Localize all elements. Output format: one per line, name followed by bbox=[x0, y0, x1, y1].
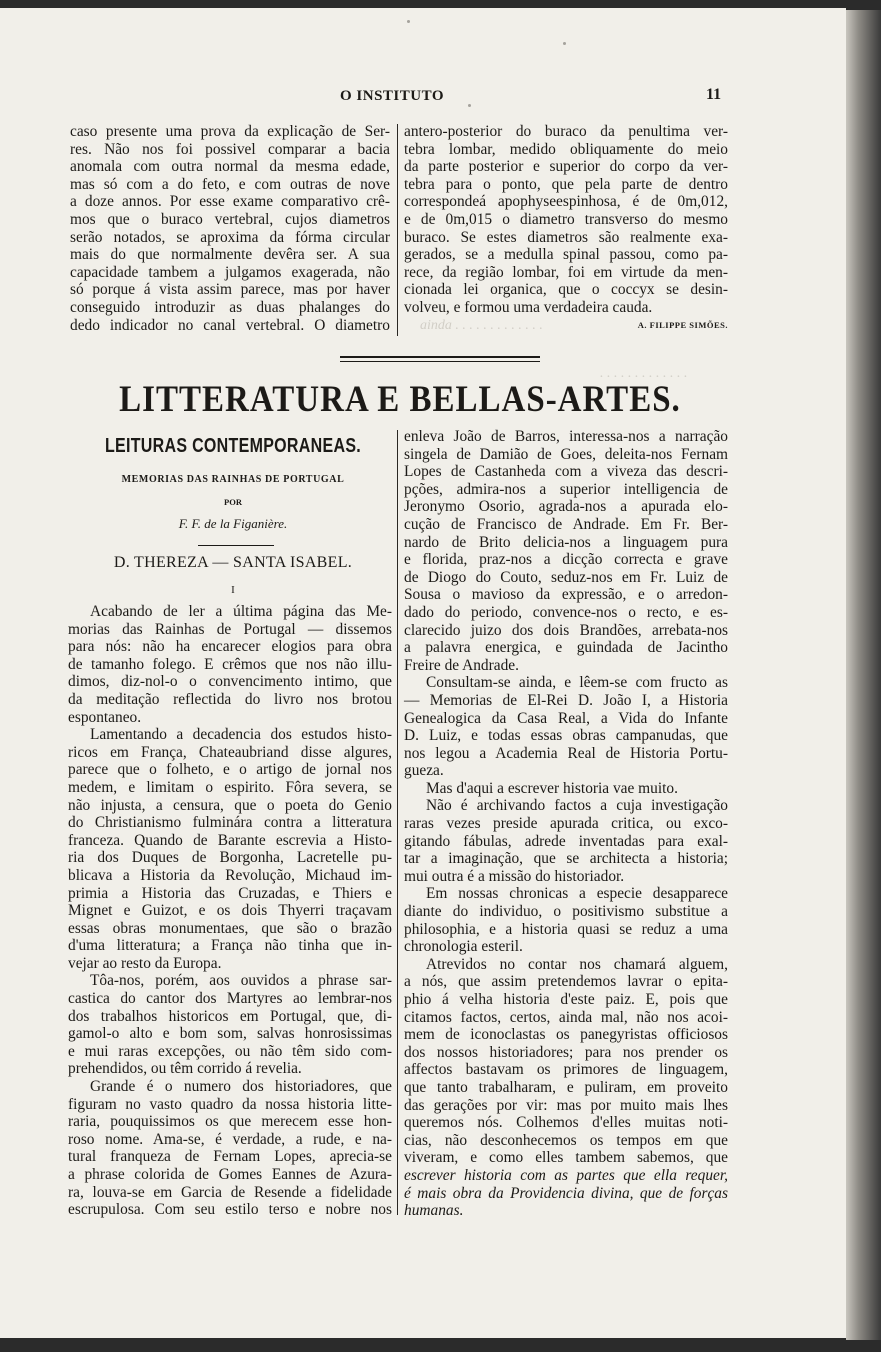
text-line: dimos, diz-nol-o o convencimento intimo, que bbox=[68, 673, 392, 691]
column-rule-top bbox=[397, 124, 398, 336]
text-line: das gerações por vir: mas por muito mais lhes bbox=[404, 1096, 728, 1114]
text-line: tebra para o ponto, que pela parte de dentro bbox=[404, 175, 728, 193]
text-line: morias das Rainhas de Portugal — dissemos bbox=[68, 620, 392, 638]
text-line: dos nossos historiadores; para nos prender os bbox=[404, 1043, 728, 1061]
text-line: medem, e limitam o espirito. Fôra severa, se bbox=[68, 778, 392, 796]
text-line: ricos em França, Chateaubriand disse algures, bbox=[68, 743, 392, 761]
text-line: Grande é o numero dos historiadores, que bbox=[90, 1078, 392, 1096]
text-line: castica do cantor dos Martyres ao lembrar-nos bbox=[68, 990, 392, 1008]
text-line: dedo indicador no canal vertebral. O diametro bbox=[70, 316, 390, 334]
text-line: primia a Historia das Cruzadas, e Thiers e bbox=[68, 884, 392, 902]
text-line: mais do que normalmente devêra ser. A sua bbox=[70, 246, 390, 264]
text-line: Sousa o mavioso da expressão, e o arredon- bbox=[404, 586, 728, 604]
text-line: Atrevidos no contar nos chamará alguem, bbox=[426, 955, 728, 973]
text-line: chronologia esteril. bbox=[404, 938, 523, 956]
page-edge bbox=[846, 10, 881, 1340]
text-line: volveu, e formou uma verdadeira cauda. bbox=[404, 298, 653, 316]
text-line: escrupulosa. Com seu estilo terso e nobre nos bbox=[68, 1201, 392, 1219]
text-line: nos legou a Academia Real de Historia Portu- bbox=[404, 744, 728, 762]
text-line: cionada lei organica, que o coccyx se desin- bbox=[404, 281, 728, 299]
text-line: gueza. bbox=[404, 762, 444, 780]
text-line: nardo de Brito delicia-nos a linguagem pura bbox=[404, 533, 728, 551]
text-line: blicava a Historia da Revolução, Michaud im- bbox=[68, 866, 392, 884]
text-line: tar a imaginação, que se architecta a historia; bbox=[404, 850, 728, 868]
text-line: enleva João de Barros, interessa-nos a narração bbox=[404, 428, 728, 445]
paper-spot bbox=[563, 42, 566, 45]
text-line: antero-posterior do buraco da penultima ver- bbox=[404, 123, 728, 140]
text-line: d'uma litteratura; a França não tinha que in- bbox=[68, 937, 392, 955]
text-line: raria, pouquissimos os que merecem esse hon- bbox=[68, 1113, 392, 1131]
text-line: diante do individuo, o positivismo substitue a bbox=[404, 903, 728, 921]
text-line: anomala com outra normal da mesma edade, bbox=[70, 158, 390, 176]
text-line: pções, admira-nos a superior intelligencia de bbox=[404, 480, 728, 498]
text-line: Lamentando a decadencia dos estudos histo- bbox=[90, 726, 392, 744]
text-line: que tanto trabalharam, e puliram, em proveito bbox=[404, 1078, 728, 1096]
text-line: ria dos Duques de Borgonha, Lacretelle pu- bbox=[68, 849, 392, 867]
column-rule-bottom bbox=[397, 430, 398, 1215]
left-body-column bbox=[68, 603, 392, 1219]
text-line: roso nome. Ama-se, é verdade, a rude, e na- bbox=[68, 1130, 392, 1148]
text-line: Não é archivando factos a cuja investigação bbox=[426, 797, 728, 815]
paper-spot bbox=[407, 20, 410, 23]
text-line: res. Não nos foi possivel comparar a bacia bbox=[70, 140, 390, 158]
text-line: correspondeá apophyseespinhosa, é de 0m,012, bbox=[404, 193, 728, 211]
text-line: viveram, e como elles tambem sabemos, que bbox=[404, 1149, 728, 1167]
text-line: philosophia, e a historia quasi se reduz a uma bbox=[404, 920, 728, 938]
text-line: ra, louva-se em Garcia de Resende a fidelidade bbox=[68, 1183, 392, 1201]
text-line: dos trabalhos historicos em Portugal, que, di- bbox=[68, 1007, 392, 1025]
text-line: gamol-o alto e bom som, salvas honrosissimas bbox=[68, 1025, 392, 1043]
top-left-column bbox=[70, 123, 390, 334]
text-line: cução de Francisco de Andrade. Em Fr. Ber- bbox=[404, 515, 728, 533]
text-line: e de 0m,015 o diametro transverso do mesmo bbox=[404, 210, 728, 228]
running-header: O INSTITUTO bbox=[340, 88, 445, 104]
text-line: só porque á vista assim parece, mas por haver bbox=[70, 281, 390, 299]
text-line: cias, não desconhecemos os tempos em que bbox=[404, 1131, 728, 1149]
article-by: POR bbox=[224, 497, 242, 507]
text-line: capacidade tambem a julgamos exagerada, não bbox=[70, 263, 390, 281]
part-number: I bbox=[231, 584, 235, 596]
text-line: da meditação reflectida do livro nos brotou bbox=[68, 690, 392, 708]
text-line: Mas d'aqui a escrever historia vae muito. bbox=[426, 779, 678, 797]
text-line: clarecido juizo dos dois Brandões, arrebata-nos bbox=[404, 621, 728, 639]
part-title: D. THEREZA — SANTA ISABEL. bbox=[113, 554, 353, 571]
text-line: de tamanho folego. E crêmos que nos não illu- bbox=[68, 655, 392, 673]
text-line: Mignet e Guizot, e os dois Thyerri traçavam bbox=[68, 902, 392, 920]
text-line: queremos nós. Colhemos d'elles muitas noti- bbox=[404, 1114, 728, 1132]
text-line: Genealogica da Casa Real, a Vida do Infante bbox=[404, 709, 728, 727]
signature: A. FILIPPE SIMÕES. bbox=[637, 319, 728, 330]
text-line: parece que o folheto, e o artigo de jornal nos bbox=[68, 761, 392, 779]
text-line: mas só com a do feto, e com outras de nove bbox=[70, 175, 390, 193]
text-line: do Christianismo fulminára contra a litteratura bbox=[68, 814, 392, 832]
article-subheading: MEMORIAS DAS RAINHAS DE PORTUGAL bbox=[121, 474, 345, 485]
text-line: tural franqueza de Fernam Lopes, aprecia-se bbox=[68, 1148, 392, 1166]
text-line: franceza. Quando de Barante escrevia a Histo- bbox=[68, 831, 392, 849]
text-line: mem de iconoclastas os panegyristas officiosos bbox=[404, 1026, 728, 1044]
article-heading: LEITURAS CONTEMPORANEAS. bbox=[104, 435, 362, 457]
text-line: Acabando de ler a última página das Me- bbox=[90, 603, 392, 620]
top-right-column bbox=[404, 123, 728, 334]
text-line: não injusta, a censura, que o poeta do Genio bbox=[68, 796, 392, 814]
text-line: gitando fábulas, adrede inventadas para exal- bbox=[404, 832, 728, 850]
text-line: escrever historia com as partes que ella requer, bbox=[404, 1166, 728, 1184]
section-title: LITTERATURA E BELLAS-ARTES. bbox=[119, 379, 681, 421]
text-line: é mais obra da Providencia divina, que de forças bbox=[404, 1184, 728, 1202]
text-line: a nós, que assim pretendemos lavrar o epita- bbox=[404, 973, 728, 991]
text-line: prehendidos, ou têm corrido á revelia. bbox=[68, 1060, 302, 1078]
text-line: figuram no vasto quadro da nossa historia litte- bbox=[68, 1095, 392, 1113]
text-line: Em nossas chronicas a especie desapparece bbox=[426, 885, 728, 903]
text-line: buraco. Se estes diametros são realmente exa- bbox=[404, 228, 728, 246]
text-line: dado do periodo, convence-nos o recto, e es- bbox=[404, 603, 728, 621]
text-line: D. Luiz, e todas essas obras campanudas, que bbox=[404, 727, 728, 745]
bleed-through: . . . . . . . . . . . . . bbox=[600, 366, 688, 381]
text-line: citamos factos, certos, ainda mal, não nos acoi- bbox=[404, 1008, 728, 1026]
text-line: da parte posterior e superior do corpo da ver- bbox=[404, 158, 728, 176]
text-line: essas obras monumentaes, que são o brazão bbox=[68, 919, 392, 937]
bleed-through: ainda . . . . . . . . . . . . . bbox=[420, 318, 543, 333]
text-line: a phrase colorida de Gomes Eannes de Azura- bbox=[68, 1166, 392, 1183]
text-line: Jeronymo Osorio, agrada-nos a apurada elo- bbox=[404, 498, 728, 516]
text-line: Consultam-se ainda, e lêem-se com fructo as bbox=[426, 674, 728, 692]
text-line: raras vezes preside apurada critica, ou exco- bbox=[404, 815, 728, 833]
text-line: mos que o buraco vertebral, cujos diametros bbox=[70, 210, 390, 228]
text-line: para nós: não ha encarecer elogios para obra bbox=[68, 638, 392, 656]
text-line: a palavra energica, e guindada de Jacintho bbox=[404, 639, 728, 657]
short-rule bbox=[198, 545, 274, 546]
text-line: Lopes de Castanheda com a viveza das descri- bbox=[404, 463, 728, 481]
text-line: caso presente uma prova da explicação de Ser- bbox=[70, 123, 390, 140]
article-author: F. F. de la Figanière. bbox=[178, 516, 288, 531]
text-line: vejar ao resto da Europa. bbox=[68, 954, 222, 972]
text-line: serão notados, se aproxima da fórma circular bbox=[70, 228, 390, 246]
text-line: phio á velha historia d'este paiz. E, pois que bbox=[404, 991, 728, 1008]
text-line: de Diogo do Couto, seduz-nos em Fr. Luiz de bbox=[404, 568, 728, 586]
text-line: espontaneo. bbox=[68, 708, 142, 726]
text-line: — Memorias de El-Rei D. João I, a Historia bbox=[404, 691, 728, 709]
text-line: tebra lombar, medido obliquamente do meio bbox=[404, 140, 728, 158]
text-line: Freire de Andrade. bbox=[404, 656, 519, 674]
text-line: gerados, se a medulla spinal passou, como pa- bbox=[404, 246, 728, 264]
text-line: rece, da região lombar, foi em virtude da men- bbox=[404, 263, 728, 281]
text-line: humanas. bbox=[404, 1202, 464, 1220]
text-line: affectos bastavam os primores de linguagem, bbox=[404, 1061, 728, 1079]
text-line: a doze annos. Por esse exame comparativo crê- bbox=[70, 193, 390, 211]
text-line: singela de Damião de Goes, deleita-nos Fernam bbox=[404, 445, 728, 463]
text-line: e mui raras excepções, ou não têm sido com- bbox=[68, 1042, 392, 1060]
text-line: Tôa-nos, porém, aos ouvidos a phrase sar- bbox=[90, 972, 392, 990]
text-line: conseguido introduzir as duas phalanges do bbox=[70, 298, 390, 316]
page-number: 11 bbox=[706, 86, 722, 103]
text-line: e florida, praz-nos a dicção correcta e grave bbox=[404, 551, 728, 569]
right-body-column bbox=[404, 428, 728, 1220]
text-line: mui outra é a missão do historiador. bbox=[404, 867, 625, 885]
section-divider bbox=[340, 356, 540, 362]
paper-spot bbox=[468, 104, 471, 107]
